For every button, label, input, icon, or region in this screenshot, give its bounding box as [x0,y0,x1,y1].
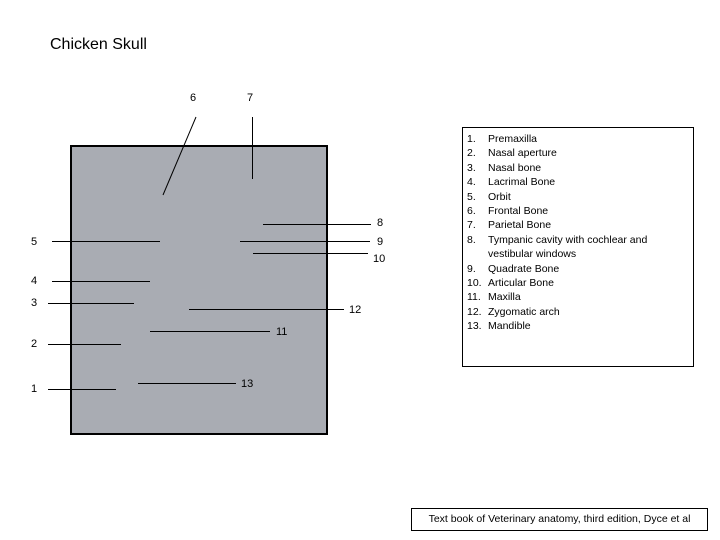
legend-list [467,132,687,334]
legend-item: 1. Premaxilla [467,133,538,145]
label-11: 11 [276,326,288,338]
label-6: 6 [190,92,197,104]
citation-box: Text book of Veterinary anatomy, third edition, Dyce et al [411,508,708,531]
label-2: 2 [31,338,38,350]
label-10: 10 [373,253,386,265]
page-title: Chicken Skull [50,36,147,53]
legend-item: 8. Tympanic cavity with cochlear and vestibular windows [467,233,648,261]
legend-box [462,127,694,367]
legend-item: 6. Frontal Bone [467,205,549,218]
label-4: 4 [31,275,38,287]
legend-item: 12. Zygomatic arch [467,305,560,318]
legend-item: 11. Maxilla [467,291,521,304]
label-8: 8 [377,217,384,229]
legend-item: 13. Mandible [467,320,531,333]
label-12: 12 [349,304,362,316]
legend-item: 10. Articular Bone [467,277,554,290]
legend-item: 3. Nasal bone [467,161,542,174]
label-7: 7 [247,92,254,104]
legend-item: 2. Nasal aperture [467,147,557,160]
legend-item: 7. Parietal Bone [467,219,552,232]
legend-item: 4. Lacrimal Bone [467,176,556,189]
label-13: 13 [241,378,254,390]
label-1: 1 [31,383,38,395]
legend-item: 5. Orbit [467,190,511,203]
label-3: 3 [31,297,38,309]
label-5: 5 [31,236,38,248]
legend-item: 9. Quadrate Bone [467,262,560,275]
label-9: 9 [377,236,384,248]
